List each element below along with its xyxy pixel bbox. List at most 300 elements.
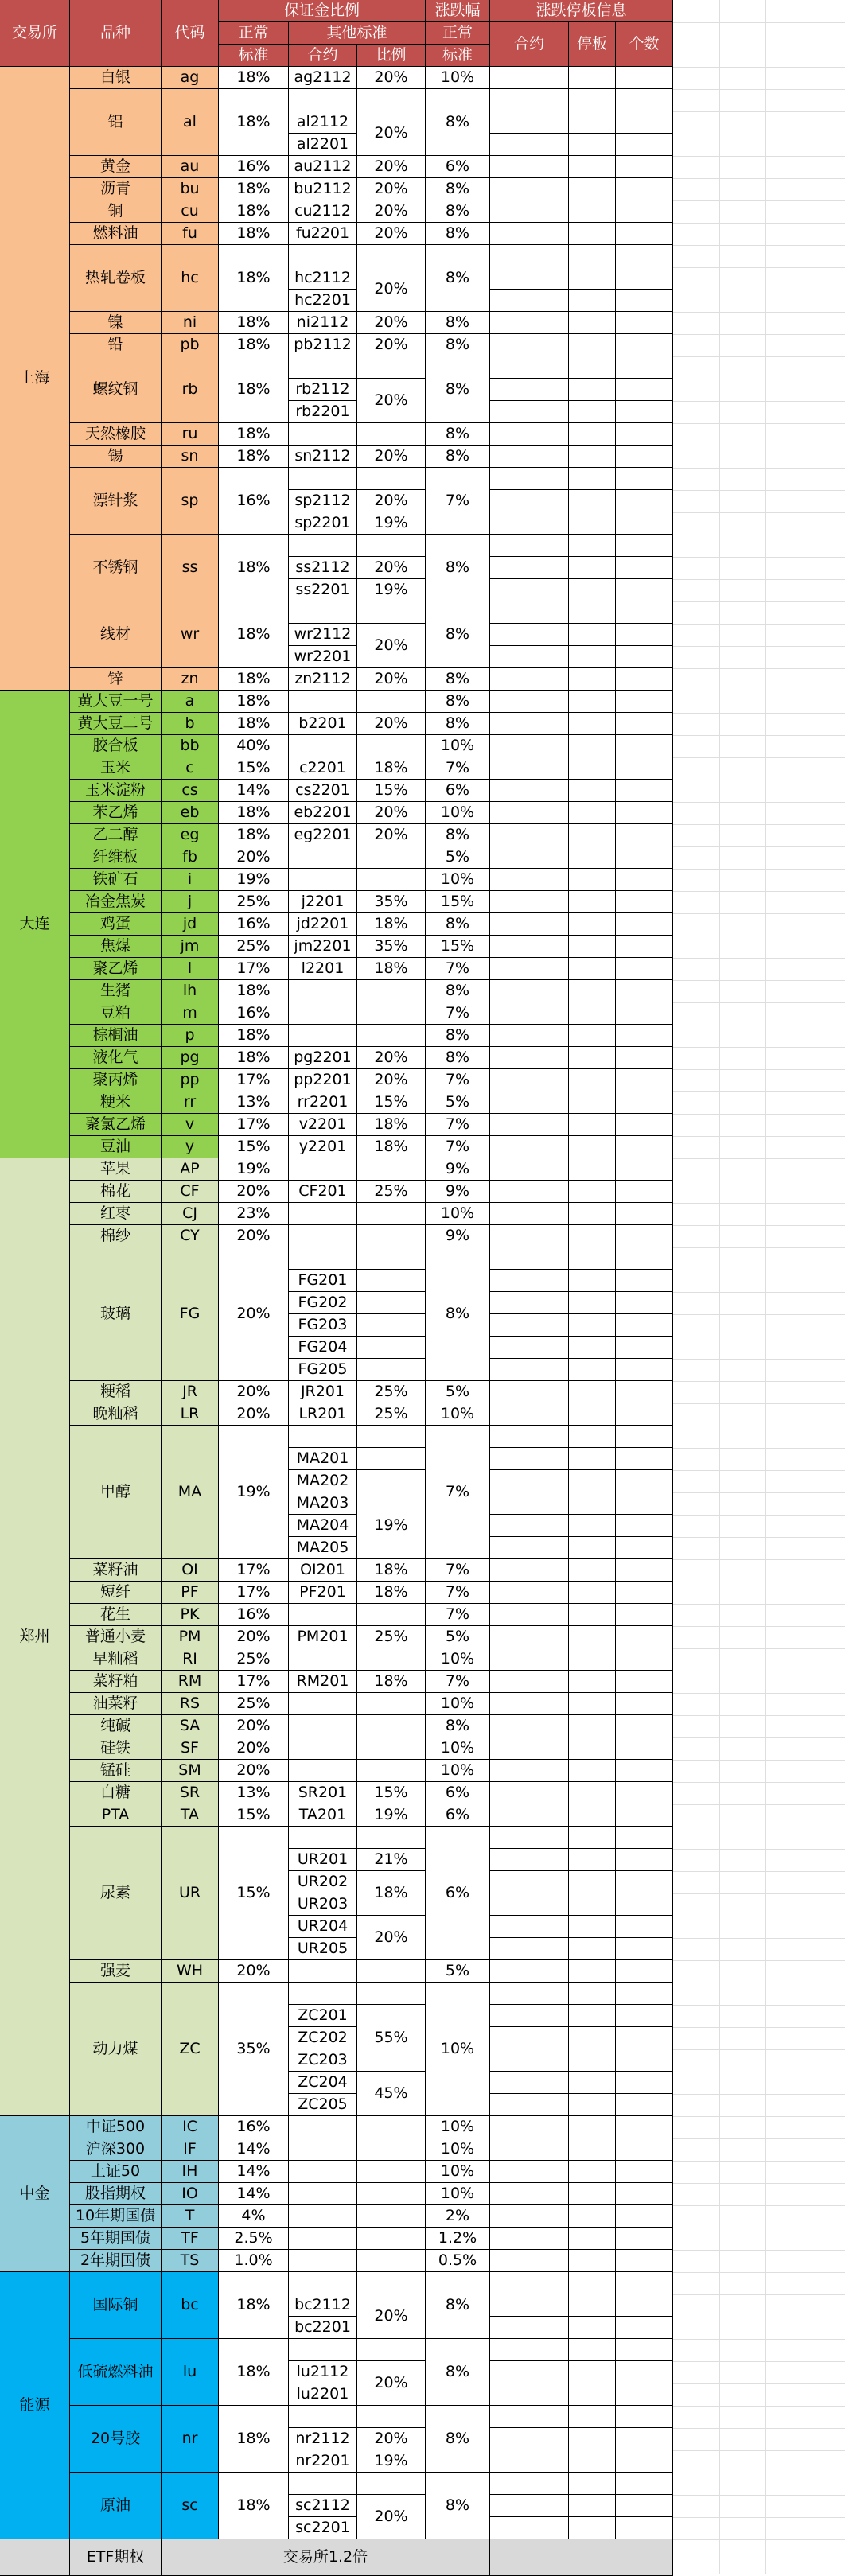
- contract-cell: SR201: [289, 1782, 357, 1804]
- stop-count-cell: [616, 1715, 673, 1737]
- margin-normal: 17%: [219, 1582, 289, 1604]
- limit-normal: 8%: [426, 223, 490, 245]
- stop-count-cell: [616, 2183, 673, 2205]
- variety-code: v: [162, 1114, 219, 1136]
- margin-normal: 18%: [219, 423, 289, 446]
- stop-board-cell: [569, 223, 616, 245]
- stop-contract-cell: [490, 334, 569, 356]
- gridline: [673, 334, 845, 335]
- contract-cell: [289, 846, 357, 869]
- stop-board-cell: [569, 668, 616, 691]
- variety-code: TS: [162, 2250, 219, 2272]
- limit-normal: 7%: [426, 1426, 490, 1559]
- variety-name: 线材: [70, 601, 162, 668]
- limit-normal: 10%: [426, 1983, 490, 2116]
- stop-count-cell: [616, 2094, 673, 2116]
- stop-contract-cell: [490, 1203, 569, 1225]
- limit-normal: 15%: [426, 891, 490, 913]
- gridline: [673, 1693, 845, 1694]
- ratio-cell: 20%: [357, 379, 426, 423]
- ratio-cell: 19%: [357, 2450, 426, 2473]
- stop-contract-cell: [490, 1871, 569, 1893]
- contract-cell: [289, 1225, 357, 1247]
- variety-code: SF: [162, 1737, 219, 1760]
- variety-code: TA: [162, 1804, 219, 1827]
- stop-count-cell: [616, 2250, 673, 2272]
- stop-contract-cell: [490, 624, 569, 646]
- variety-code: c: [162, 757, 219, 780]
- contract-cell: [289, 423, 357, 446]
- gridline: [673, 1158, 845, 1159]
- gridline: [673, 1359, 845, 1360]
- stop-contract-cell: [490, 1002, 569, 1025]
- variety-code: JR: [162, 1381, 219, 1403]
- ratio-cell: [357, 1715, 426, 1737]
- ratio-cell: [357, 2228, 426, 2250]
- stop-board-cell: [569, 1047, 616, 1069]
- variety-name: 燃料油: [70, 223, 162, 245]
- ratio-cell: [357, 2116, 426, 2138]
- variety-name: 沥青: [70, 178, 162, 200]
- ratio-cell: 18%: [357, 1559, 426, 1582]
- margin-normal: 18%: [219, 713, 289, 735]
- gridline: [673, 601, 845, 602]
- margin-normal: 18%: [219, 178, 289, 200]
- stop-count-cell: [616, 1916, 673, 1938]
- footer-blank: [0, 2539, 70, 2576]
- gridline: [673, 1760, 845, 1761]
- stop-count-cell: [616, 1225, 673, 1247]
- gridline: [673, 1626, 845, 1627]
- gridline: [673, 2027, 845, 2028]
- variety-name: 不锈钢: [70, 535, 162, 601]
- variety-name: 聚丙烯: [70, 1069, 162, 1091]
- stop-count-cell: [616, 958, 673, 980]
- variety-name: 铁矿石: [70, 869, 162, 891]
- variety-name: 白糖: [70, 1782, 162, 1804]
- limit-normal: 8%: [426, 446, 490, 468]
- variety-name: 生猪: [70, 980, 162, 1002]
- etf-option-name: ETF期权: [70, 2539, 162, 2576]
- contract-cell: [289, 245, 357, 267]
- variety-code: p: [162, 1025, 219, 1047]
- stop-board-cell: [569, 490, 616, 512]
- variety-code: LR: [162, 1403, 219, 1426]
- stop-count-cell: [616, 1983, 673, 2005]
- variety-name: 豆油: [70, 1136, 162, 1158]
- stop-contract-cell: [490, 67, 569, 89]
- variety-name: 胶合板: [70, 735, 162, 757]
- gridline: [673, 735, 845, 736]
- stop-contract-cell: [490, 1247, 569, 1270]
- limit-normal: 8%: [426, 535, 490, 601]
- contract-cell: CF201: [289, 1181, 357, 1203]
- margin-normal: 13%: [219, 1091, 289, 1114]
- variety-code: rr: [162, 1091, 219, 1114]
- gridline: [673, 891, 845, 892]
- stop-contract-cell: [490, 1559, 569, 1582]
- limit-normal: 7%: [426, 1114, 490, 1136]
- stop-board-cell: [569, 1916, 616, 1938]
- contract-cell: sp2112: [289, 490, 357, 512]
- ratio-cell: 15%: [357, 1091, 426, 1114]
- stop-board-cell: [569, 1893, 616, 1916]
- stop-count-cell: [616, 67, 673, 89]
- ratio-cell: [357, 1002, 426, 1025]
- stop-board-cell: [569, 356, 616, 379]
- stop-count-cell: [616, 89, 673, 111]
- ratio-cell: 25%: [357, 1181, 426, 1203]
- stop-contract-cell: [490, 1916, 569, 1938]
- limit-normal: 5%: [426, 1960, 490, 1983]
- stop-count-cell: [616, 802, 673, 824]
- limit-normal: 8%: [426, 178, 490, 200]
- limit-normal: 7%: [426, 1582, 490, 1604]
- variety-code: WH: [162, 1960, 219, 1983]
- limit-normal: 6%: [426, 1782, 490, 1804]
- stop-contract-cell: [490, 401, 569, 423]
- stop-contract-cell: [490, 1359, 569, 1381]
- gridline: [673, 67, 845, 68]
- variety-name: 粳稻: [70, 1381, 162, 1403]
- contract-cell: RM201: [289, 1671, 357, 1693]
- stop-contract-cell: [490, 1337, 569, 1359]
- stop-board-cell: [569, 245, 616, 267]
- limit-normal: 6%: [426, 1827, 490, 1960]
- gridline: [673, 111, 845, 112]
- contract-cell: [289, 89, 357, 111]
- margin-normal: 17%: [219, 1069, 289, 1091]
- margin-normal: 18%: [219, 2473, 289, 2539]
- stop-contract-cell: [490, 1960, 569, 1983]
- stop-contract-cell: [490, 2138, 569, 2161]
- variety-name: 豆粕: [70, 1002, 162, 1025]
- margin-normal: 20%: [219, 846, 289, 869]
- ratio-cell: [357, 1448, 426, 1470]
- variety-code: zn: [162, 668, 219, 691]
- stop-contract-cell: [490, 2228, 569, 2250]
- stop-contract-cell: [490, 713, 569, 735]
- stop-board-cell: [569, 869, 616, 891]
- contract-cell: b2201: [289, 713, 357, 735]
- ratio-cell: [357, 2250, 426, 2272]
- stop-board-cell: [569, 936, 616, 958]
- gridline: [673, 89, 845, 90]
- ratio-cell: [357, 356, 426, 379]
- variety-name: 液化气: [70, 1047, 162, 1069]
- limit-normal: 7%: [426, 1671, 490, 1693]
- stop-contract-cell: [490, 290, 569, 312]
- stop-count-cell: [616, 1960, 673, 1983]
- margin-normal: 15%: [219, 1136, 289, 1158]
- ratio-cell: 20%: [357, 1916, 426, 1960]
- stop-board-cell: [569, 2250, 616, 2272]
- stop-count-cell: [616, 869, 673, 891]
- ratio-cell: [357, 2272, 426, 2294]
- ratio-cell: 18%: [357, 1136, 426, 1158]
- stop-board-cell: [569, 1069, 616, 1091]
- variety-code: ZC: [162, 1983, 219, 2116]
- stop-board-cell: [569, 1671, 616, 1693]
- gridline: [673, 1804, 845, 1805]
- contract-cell: c2201: [289, 757, 357, 780]
- variety-name: 乙二醇: [70, 824, 162, 846]
- margin-normal: 18%: [219, 980, 289, 1002]
- contract-cell: sc2201: [289, 2517, 357, 2539]
- ratio-cell: [357, 2406, 426, 2428]
- gridline: [673, 2116, 845, 2117]
- stop-count-cell: [616, 624, 673, 646]
- ratio-cell: [357, 1292, 426, 1314]
- stop-board-cell: [569, 334, 616, 356]
- stop-contract-cell: [490, 2473, 569, 2495]
- variety-code: CJ: [162, 1203, 219, 1225]
- contract-cell: hc2201: [289, 290, 357, 312]
- stop-count-cell: [616, 1537, 673, 1559]
- margin-normal: 18%: [219, 67, 289, 89]
- stop-count-cell: [616, 1292, 673, 1314]
- margin-normal: 18%: [219, 245, 289, 312]
- stop-board-cell: [569, 601, 616, 624]
- variety-code: hc: [162, 245, 219, 312]
- stop-board-cell: [569, 1871, 616, 1893]
- limit-normal: 10%: [426, 2183, 490, 2205]
- stop-count-cell: [616, 1114, 673, 1136]
- ratio-cell: 15%: [357, 1782, 426, 1804]
- ratio-cell: [357, 1426, 426, 1448]
- margin-normal: 14%: [219, 2161, 289, 2183]
- stop-count-cell: [616, 468, 673, 490]
- stop-board-cell: [569, 1782, 616, 1804]
- contract-cell: PM201: [289, 1626, 357, 1648]
- ratio-cell: 20%: [357, 713, 426, 735]
- ratio-cell: [357, 2138, 426, 2161]
- contract-cell: ZC204: [289, 2072, 357, 2094]
- ratio-cell: 20%: [357, 1047, 426, 1069]
- margin-normal: 17%: [219, 1114, 289, 1136]
- stop-count-cell: [616, 2428, 673, 2450]
- exchange-name: 郑州: [0, 1158, 70, 2116]
- variety-code: cu: [162, 200, 219, 223]
- contract-cell: pg2201: [289, 1047, 357, 1069]
- margin-normal: 18%: [219, 802, 289, 824]
- stop-count-cell: [616, 2517, 673, 2539]
- ratio-cell: 18%: [357, 913, 426, 936]
- ratio-cell: [357, 1760, 426, 1782]
- stop-count-cell: [616, 334, 673, 356]
- ratio-cell: 18%: [357, 1871, 426, 1916]
- gridline: [673, 423, 845, 424]
- contract-cell: ZC205: [289, 2094, 357, 2116]
- ratio-cell: [357, 846, 426, 869]
- contract-cell: jd2201: [289, 913, 357, 936]
- margin-normal: 14%: [219, 2138, 289, 2161]
- variety-name: 10年期国债: [70, 2205, 162, 2228]
- stop-contract-cell: [490, 2294, 569, 2317]
- stop-board-cell: [569, 512, 616, 535]
- stop-contract-cell: [490, 1136, 569, 1158]
- contract-cell: al2112: [289, 111, 357, 134]
- limit-normal: 10%: [426, 1648, 490, 1671]
- contract-cell: [289, 1025, 357, 1047]
- variety-code: IO: [162, 2183, 219, 2205]
- margin-normal: 17%: [219, 1559, 289, 1582]
- margin-normal: 20%: [219, 1626, 289, 1648]
- contract-cell: [289, 468, 357, 490]
- variety-code: FG: [162, 1247, 219, 1381]
- gridline: [673, 2005, 845, 2006]
- ratio-cell: [357, 1270, 426, 1292]
- limit-normal: 8%: [426, 2339, 490, 2406]
- stop-contract-cell: [490, 2161, 569, 2183]
- gridline: [673, 869, 845, 870]
- stop-count-cell: [616, 1091, 673, 1114]
- contract-cell: [289, 2272, 357, 2294]
- limit-normal: 8%: [426, 89, 490, 156]
- stop-board-cell: [569, 1648, 616, 1671]
- stop-count-cell: [616, 512, 673, 535]
- contract-cell: [289, 1426, 357, 1448]
- limit-normal: 5%: [426, 1626, 490, 1648]
- stop-contract-cell: [490, 1314, 569, 1337]
- ratio-cell: 21%: [357, 1849, 426, 1871]
- variety-name: 动力煤: [70, 1983, 162, 2116]
- contract-cell: [289, 1604, 357, 1626]
- stop-count-cell: [616, 1247, 673, 1270]
- limit-normal: 8%: [426, 1047, 490, 1069]
- stop-board-cell: [569, 2161, 616, 2183]
- margin-normal: 18%: [219, 312, 289, 334]
- variety-name: 5年期国债: [70, 2228, 162, 2250]
- stop-board-cell: [569, 2428, 616, 2450]
- stop-count-cell: [616, 401, 673, 423]
- header-code: 代码: [162, 0, 219, 67]
- margin-normal: 18%: [219, 334, 289, 356]
- variety-code: y: [162, 1136, 219, 1158]
- stop-board-cell: [569, 735, 616, 757]
- stop-board-cell: [569, 1292, 616, 1314]
- variety-code: b: [162, 713, 219, 735]
- variety-name: 短纤: [70, 1582, 162, 1604]
- stop-board-cell: [569, 2272, 616, 2294]
- variety-code: T: [162, 2205, 219, 2228]
- variety-name: 晚籼稻: [70, 1403, 162, 1426]
- variety-name: 普通小麦: [70, 1626, 162, 1648]
- gridline: [673, 846, 845, 847]
- stop-count-cell: [616, 1337, 673, 1359]
- limit-normal: 8%: [426, 1247, 490, 1381]
- stop-count-cell: [616, 2161, 673, 2183]
- gridline: [673, 178, 845, 179]
- header-other-standard: 其他标准: [289, 22, 426, 45]
- contract-cell: sc2112: [289, 2495, 357, 2517]
- stop-board-cell: [569, 290, 616, 312]
- limit-normal: 10%: [426, 1737, 490, 1760]
- gridline: [673, 1871, 845, 1872]
- header-limit-normal-top: 正常: [426, 22, 490, 45]
- stop-contract-cell: [490, 111, 569, 134]
- ratio-cell: [357, 535, 426, 557]
- limit-normal: 10%: [426, 1403, 490, 1426]
- ratio-cell: 19%: [357, 512, 426, 535]
- exchange-name: 中金: [0, 2116, 70, 2272]
- ratio-cell: [357, 2205, 426, 2228]
- stop-contract-cell: [490, 2250, 569, 2272]
- stop-board-cell: [569, 446, 616, 468]
- variety-code: MA: [162, 1426, 219, 1559]
- header-stop-contract: 合约: [490, 22, 569, 67]
- gridline: [673, 2250, 845, 2251]
- margin-normal: 14%: [219, 780, 289, 802]
- variety-name: 铜: [70, 200, 162, 223]
- stop-board-cell: [569, 1960, 616, 1983]
- ratio-cell: 25%: [357, 1381, 426, 1403]
- margin-normal: 17%: [219, 958, 289, 980]
- ratio-cell: 20%: [357, 178, 426, 200]
- variety-code: l: [162, 958, 219, 980]
- stop-count-cell: [616, 1648, 673, 1671]
- margin-normal: 15%: [219, 757, 289, 780]
- stop-count-cell: [616, 1002, 673, 1025]
- contract-cell: [289, 356, 357, 379]
- gridline: [673, 512, 845, 513]
- variety-code: pg: [162, 1047, 219, 1069]
- stop-board-cell: [569, 1359, 616, 1381]
- ratio-cell: [357, 980, 426, 1002]
- stop-contract-cell: [490, 1381, 569, 1403]
- stop-count-cell: [616, 379, 673, 401]
- variety-name: 原油: [70, 2473, 162, 2539]
- variety-code: CF: [162, 1181, 219, 1203]
- stop-count-cell: [616, 1782, 673, 1804]
- stop-count-cell: [616, 156, 673, 178]
- contract-cell: [289, 869, 357, 891]
- gridline: [673, 1002, 845, 1003]
- limit-normal: 6%: [426, 780, 490, 802]
- variety-name: 铝: [70, 89, 162, 156]
- contract-cell: UR205: [289, 1938, 357, 1960]
- variety-code: OI: [162, 1559, 219, 1582]
- stop-count-cell: [616, 1270, 673, 1292]
- stop-board-cell: [569, 2005, 616, 2027]
- gridline: [673, 757, 845, 758]
- ratio-cell: 19%: [357, 1804, 426, 1827]
- stop-board-cell: [569, 1314, 616, 1337]
- margin-normal: 19%: [219, 869, 289, 891]
- footer-blank: [490, 2539, 673, 2576]
- gridline: [673, 2495, 845, 2496]
- ratio-cell: [357, 1025, 426, 1047]
- contract-cell: rb2201: [289, 401, 357, 423]
- stop-contract-cell: [490, 802, 569, 824]
- stop-contract-cell: [490, 1715, 569, 1737]
- variety-name: 苯乙烯: [70, 802, 162, 824]
- limit-normal: 5%: [426, 846, 490, 869]
- stop-contract-cell: [490, 1604, 569, 1626]
- contract-cell: [289, 2406, 357, 2428]
- stop-board-cell: [569, 1025, 616, 1047]
- ratio-cell: 20%: [357, 334, 426, 356]
- variety-code: fu: [162, 223, 219, 245]
- stop-count-cell: [616, 111, 673, 134]
- stop-count-cell: [616, 200, 673, 223]
- contract-cell: MA204: [289, 1515, 357, 1537]
- stop-count-cell: [616, 423, 673, 446]
- contract-cell: hc2112: [289, 267, 357, 290]
- ratio-cell: [357, 2183, 426, 2205]
- gridline: [673, 1604, 845, 1605]
- stop-contract-cell: [490, 1515, 569, 1537]
